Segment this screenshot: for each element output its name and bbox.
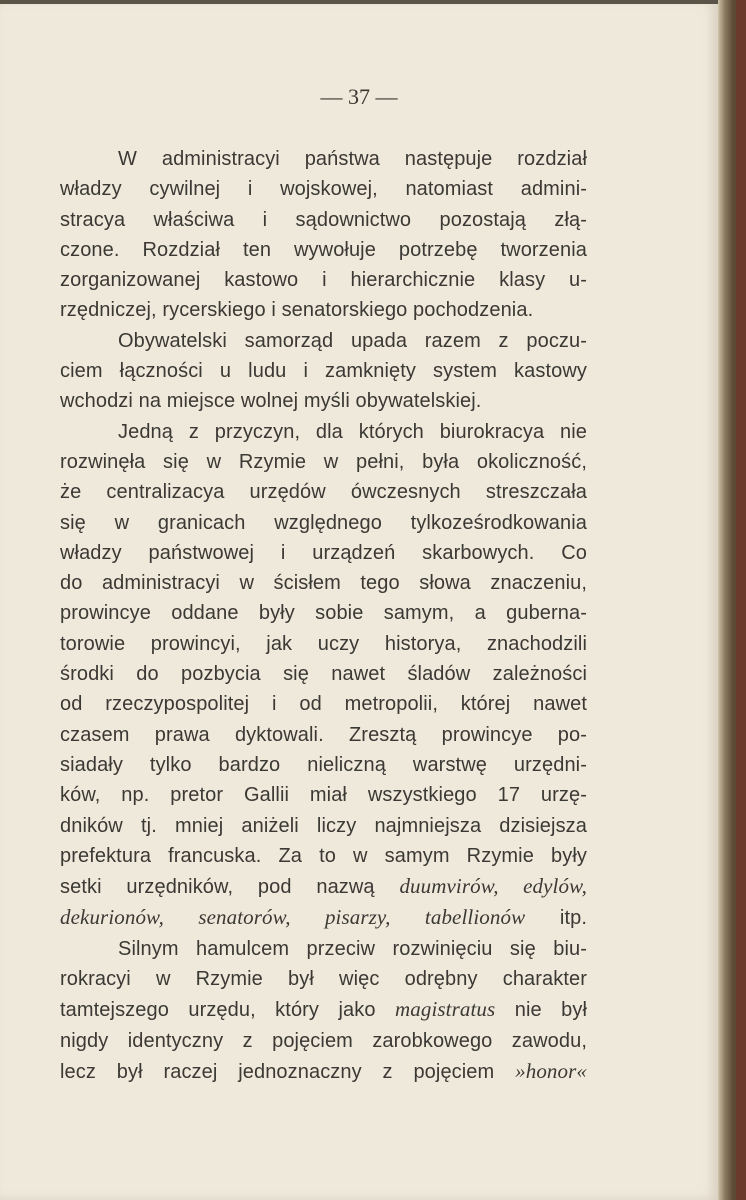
text-line: się w granicach względnego tylkoześrodkowania (60, 511, 587, 534)
text-line (60, 871, 587, 902)
text-line: torowie prowincyi, jak uczy historya, znachodzili (60, 632, 587, 655)
text-line: wchodzi na miejsce wolnej myśli obywatelskiej. (60, 390, 482, 413)
text-line: że centralizacya urzędów ówczesnych streszczała (60, 481, 587, 504)
text-line: od rzeczypospolitej i od metropolii, której nawet (60, 693, 587, 716)
italic-term: magistratus (394, 997, 496, 1022)
text-line (60, 994, 587, 1025)
text-line: nigdy identyczny z pojęciem zarobkowego zawodu, (60, 1029, 587, 1052)
page-number: — 37 — (320, 84, 398, 109)
text-line: Obywatelski samorząd upada razem z poczu- (118, 329, 587, 352)
text-segment: setki urzędników, pod nazwą (60, 876, 375, 899)
text-line: siadały tylko bardzo nieliczną warstwę urzędni- (60, 753, 587, 776)
text-line: czone. Rozdział ten wywołuje potrzebę tworzenia (60, 238, 587, 261)
text-line: rokracyi w Rzymie był więc odrębny charakter (60, 968, 587, 991)
text-line: ciem łączności u ludu i zamknięty system kastowy (60, 360, 587, 383)
text-line: Jedną z przyczyn, dla których biurokracya nie (118, 420, 587, 443)
text-segment: nie był (514, 999, 587, 1022)
text-line: rozwinęła się w Rzymie w pełni, była okoliczność, (60, 450, 587, 473)
text-segment: tamtejszego urzędu, który jako (60, 999, 376, 1022)
text-line: ków, np. pretor Gallii miał wszystkiego 17 urzę- (60, 784, 587, 807)
italic-term: »honor« (515, 1058, 587, 1083)
text-line: zorganizowanej kastowo i hierarchicznie klasy u- (60, 269, 587, 292)
text-line: czasem prawa dyktowali. Zresztą prowincye po- (60, 723, 587, 746)
text-line: stracya właściwa i sądownictwo pozostają złą- (60, 208, 587, 231)
text-line: dników tj. mniej aniżeli liczy najmniejsza dzisiejsza (60, 814, 587, 837)
text-line (60, 1056, 587, 1087)
text-segment: lecz był raczej jednoznaczny z pojęciem (60, 1060, 495, 1083)
text-line: środki do pozbycia się nawet śladów zależności (60, 663, 587, 686)
italic-term: duumvirów, edylów, (399, 874, 587, 899)
text-line: W administracyi państwa następuje rozdział (118, 148, 587, 170)
text-line: władzy państwowej i urządzeń skarbowych. Co (60, 541, 587, 564)
text-line: Silnym hamulcem przeciw rozwinięciu się biu- (118, 937, 587, 960)
text-segment: itp. (559, 907, 587, 930)
text-line: rzędniczej, rycerskiego i senatorskiego pochodzenia. (60, 299, 534, 322)
book-cover-edge (736, 0, 746, 1200)
text-line: do administracyi w ścisłem tego słowa znaczeniu, (60, 572, 587, 595)
page-top-edge (0, 0, 718, 4)
text-line: prefektura francuska. Za to w samym Rzymie były (60, 844, 587, 867)
text-line: władzy cywilnej i wojskowej, natomiast admini- (60, 178, 587, 201)
text-line: prowincye oddane były sobie samym, a guberna- (60, 602, 587, 625)
text-line (60, 902, 587, 933)
body-text (60, 144, 587, 1087)
italic-term: dekurionów, senatorów, pisarzy, tabellionów (60, 905, 526, 930)
